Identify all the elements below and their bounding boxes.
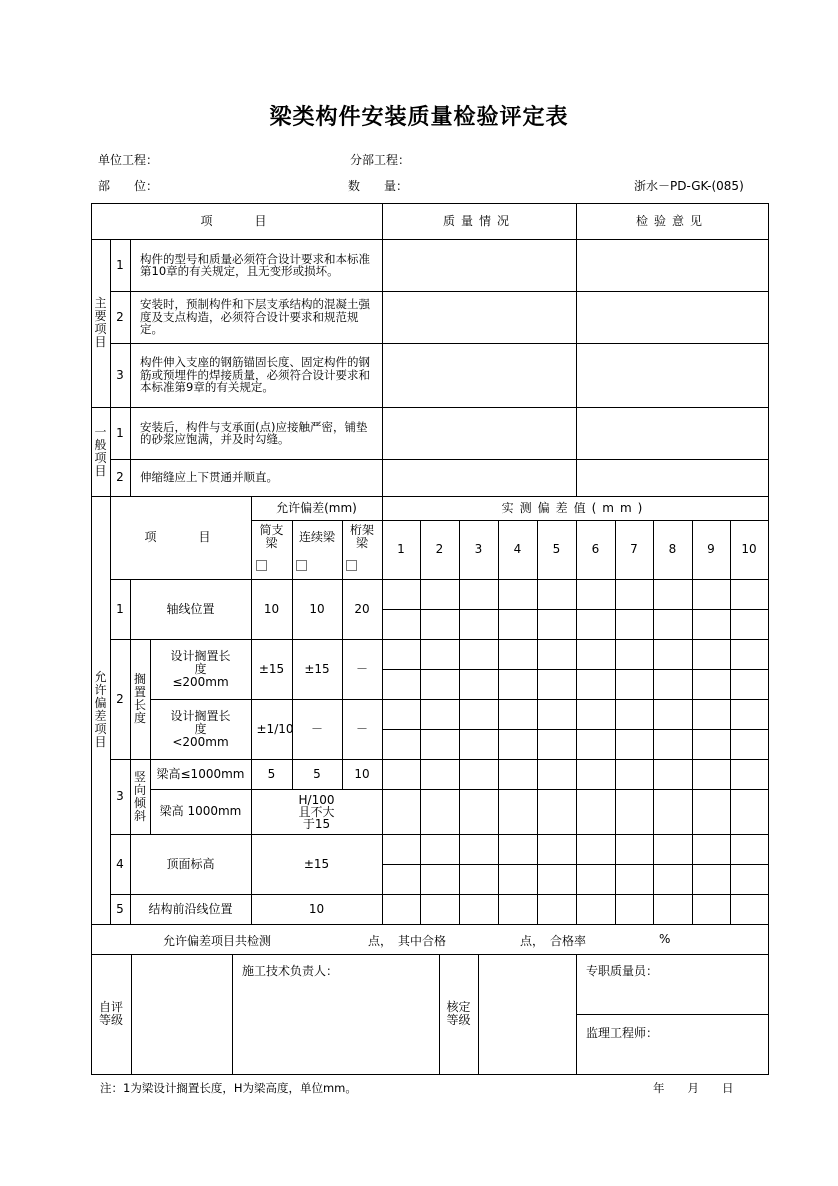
point-number: 7 — [630, 542, 638, 556]
deviation-row-4-number: 4 — [116, 856, 124, 871]
point-number: 2 — [435, 542, 444, 556]
deviation-row-3b-merged: H/100且不大于15 — [298, 792, 335, 831]
position-label: 部 位： — [98, 179, 159, 193]
deviation-row-1-truss: 20 — [354, 601, 370, 616]
main-item-1-text: 构件的型号和质量必须符合设计要求和本标准第10章的有关规定，且无变形或损坏。 — [140, 251, 370, 278]
main-items-group-label: 主要项目 — [94, 296, 107, 349]
summary-rate-label: 点， 合格率 — [520, 934, 587, 948]
general-item-2-text: 伸缩缝应上下贯通并顺直。 — [140, 470, 278, 485]
point-number: 6 — [591, 542, 600, 556]
deviation-row-2a-truss: － — [355, 661, 368, 676]
form-title: 梁类构件安装质量检验评定表 — [269, 105, 569, 130]
deviation-row-2b-continuous: － — [310, 721, 323, 736]
beam-type-continuous-checkbox[interactable] — [296, 560, 307, 571]
form-code: 浙水－PD-GK-(085) — [634, 179, 744, 193]
deviation-row-3-number: 3 — [116, 789, 124, 803]
deviation-row-3-sublabel: 竖向倾斜 — [134, 769, 147, 823]
measured-deviation-header: 实测偏差值(mm) — [501, 500, 649, 515]
deviation-row-2b-name: 设计搁置长度<200mm — [170, 708, 231, 749]
footnote: 注：1为梁设计搁置长度，H为梁高度，单位mm。 — [100, 1081, 357, 1095]
point-number: 3 — [474, 542, 483, 556]
part-project-label: 分部工程： — [350, 153, 411, 167]
unit-project-label: 单位工程： — [98, 153, 159, 167]
main-item-1-number: 1 — [116, 257, 124, 272]
tech-lead-label: 施工技术负责人： — [242, 964, 339, 978]
deviation-row-2-number: 2 — [116, 691, 124, 706]
main-item-2-number: 2 — [116, 309, 124, 324]
general-item-1-number: 1 — [116, 425, 124, 440]
summary-qualified-label: 点， 其中合格 — [368, 934, 447, 948]
deviation-row-2-sublabel: 搁置长度 — [134, 672, 147, 725]
deviation-row-2b-simple: ±1/10 — [256, 721, 294, 736]
deviation-row-2a-continuous: ±15 — [304, 661, 330, 676]
summary-total-label: 允许偏差项目共检测 — [163, 934, 272, 948]
verify-grade-label: 核定等级 — [446, 1000, 471, 1027]
deviation-row-4-merged: ±15 — [303, 856, 330, 871]
main-item-2-text: 安装时，预制构件和下层支承结构的混凝土强度及支点构造，必须符合设计要求和规范规定。 — [140, 297, 370, 337]
date-label: 年 月 日 — [653, 1081, 734, 1095]
column-header-item: 项 目 — [200, 213, 273, 228]
main-item-3-text: 构件伸入支座的钢筋锚固长度、固定构件的钢筋或预埋件的焊接质量，必须符合设计要求和本标准第9章的有关规定。 — [140, 355, 370, 395]
beam-type-simple: 简支梁 — [259, 523, 284, 550]
deviation-row-2a-simple: ±15 — [258, 661, 285, 676]
deviation-row-3a-continuous: 5 — [313, 766, 321, 781]
deviation-group-label: 允许偏差项目 — [94, 670, 107, 749]
deviation-row-3a-truss: 10 — [354, 766, 370, 781]
deviation-row-5-name: 结构前沿线位置 — [148, 901, 233, 916]
point-number: 1 — [397, 542, 405, 556]
general-item-2-number: 2 — [116, 470, 124, 484]
summary-percent-sign: % — [659, 932, 671, 946]
point-number: 8 — [668, 542, 677, 556]
deviation-row-2a-name: 设计搁置长度≤200mm — [170, 648, 231, 689]
beam-type-truss-checkbox[interactable] — [346, 560, 357, 571]
deviation-row-1-continuous: 10 — [309, 601, 325, 616]
beam-type-truss: 桁架梁 — [349, 523, 374, 550]
general-items-group-label: 一般项目 — [94, 424, 107, 478]
point-number: 4 — [513, 542, 522, 556]
supervisor-label: 监理工程师： — [586, 1026, 659, 1040]
deviation-row-3b-name: 梁高 1000mm — [159, 804, 242, 818]
beam-type-simple-checkbox[interactable] — [256, 560, 267, 571]
column-header-quality: 质量情况 — [442, 213, 515, 228]
point-number: 9 — [707, 542, 715, 556]
general-item-1-text: 安装后，构件与支承面(点)应接触严密，铺垫的砂浆应饱满，并及时勾缝。 — [140, 419, 368, 446]
deviation-row-5-merged: 10 — [308, 901, 325, 916]
deviation-row-1-number: 1 — [116, 601, 124, 616]
deviation-row-2b-truss: － — [355, 721, 368, 736]
main-item-3-number: 3 — [116, 367, 124, 382]
deviation-row-1-simple: 10 — [263, 601, 280, 616]
deviation-row-1-name: 轴线位置 — [166, 601, 215, 616]
deviation-row-4-name: 顶面标高 — [166, 856, 215, 871]
qa-officer-label: 专职质量员： — [586, 964, 659, 978]
point-number: 10 — [741, 542, 757, 556]
allowed-deviation-header: 允许偏差(mm) — [276, 500, 357, 515]
self-grade-label: 自评等级 — [98, 1000, 123, 1027]
beam-type-continuous: 连续梁 — [298, 529, 335, 544]
deviation-row-5-number: 5 — [116, 901, 124, 916]
column-header-opinion: 检验意见 — [635, 213, 708, 228]
point-number: 5 — [552, 542, 561, 556]
deviation-row-3a-simple: 5 — [267, 766, 276, 781]
quantity-label: 数 量： — [348, 179, 409, 193]
deviation-row-3a-name: 梁高≤1000mm — [156, 766, 245, 781]
deviation-item-header: 项 目 — [144, 530, 217, 544]
